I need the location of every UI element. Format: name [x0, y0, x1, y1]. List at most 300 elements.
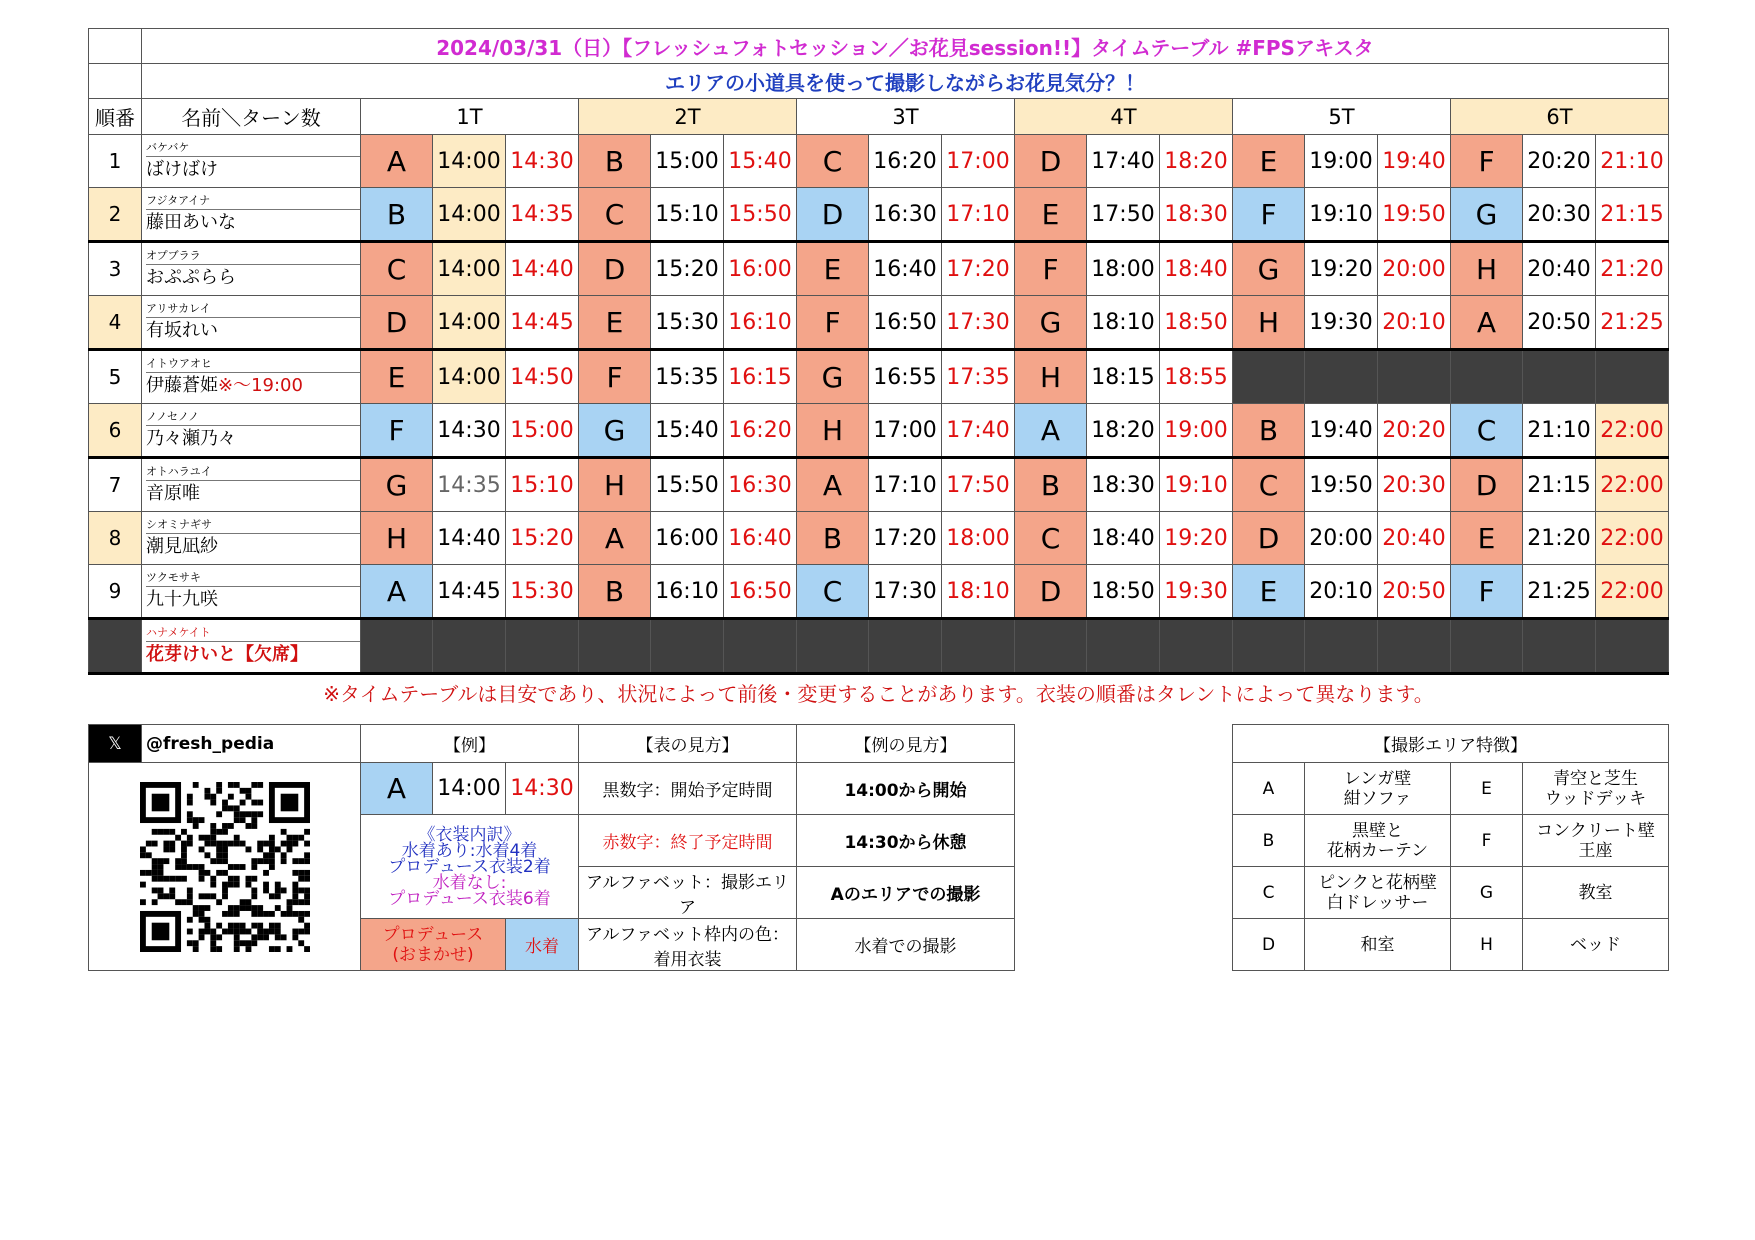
talent-name: 乃々瀬乃々	[146, 427, 236, 449]
end-time: 18:50	[1160, 296, 1233, 350]
start-time: 15:40	[651, 404, 724, 458]
talent-name: 花芽けいと【欠席】	[146, 643, 308, 665]
start-time: 19:50	[1305, 458, 1378, 512]
area-letter: E	[1451, 512, 1523, 565]
area-letter: B	[1233, 404, 1305, 458]
talent-kana: アリサカレイ	[146, 303, 360, 318]
area-letter: F	[1451, 565, 1523, 619]
talent-name-cell	[142, 619, 361, 674]
howto-heading: 【表の見方】	[579, 725, 797, 763]
area-letter: C	[579, 188, 651, 242]
end-time: 14:50	[506, 350, 579, 404]
area-letter: F	[797, 296, 869, 350]
end-time: 22:00	[1596, 565, 1669, 619]
empty-slot	[1523, 350, 1596, 404]
start-time: 18:00	[1087, 242, 1160, 296]
area-row	[1233, 815, 1669, 867]
area-letter: C	[1015, 512, 1087, 565]
area-description	[1305, 763, 1451, 815]
start-time: 21:20	[1523, 512, 1596, 565]
area-letter: E	[797, 242, 869, 296]
start-time: 14:00	[433, 242, 506, 296]
talent-name-cell	[142, 350, 361, 404]
area-code: C	[1233, 867, 1305, 919]
table-row	[89, 242, 1669, 296]
area-letter: C	[1233, 458, 1305, 512]
start-time: 15:10	[651, 188, 724, 242]
empty-slot	[361, 619, 433, 674]
area-letter: G	[361, 458, 433, 512]
end-time: 17:50	[942, 458, 1015, 512]
end-time: 14:45	[506, 296, 579, 350]
turn-header: 2T	[579, 99, 797, 135]
start-time: 14:40	[433, 512, 506, 565]
end-time: 20:30	[1378, 458, 1451, 512]
start-time: 19:00	[1305, 135, 1378, 188]
area-description-line: 黒壁と	[1352, 820, 1403, 841]
empty-slot	[1378, 350, 1451, 404]
qr-code-icon[interactable]	[140, 782, 310, 952]
end-time: 21:10	[1596, 135, 1669, 188]
area-letter: F	[361, 404, 433, 458]
end-time: 17:00	[942, 135, 1015, 188]
empty-slot	[1596, 350, 1669, 404]
area-letter: A	[361, 135, 433, 188]
end-time: 17:40	[942, 404, 1015, 458]
area-row	[1233, 919, 1669, 971]
start-time: 17:40	[1087, 135, 1160, 188]
costume-line: 水着あり:水着4着	[401, 840, 538, 861]
empty-slot	[1160, 619, 1233, 674]
area-letter: D	[361, 296, 433, 350]
start-time: 16:20	[869, 135, 942, 188]
area-letter: D	[579, 242, 651, 296]
area-letter: E	[361, 350, 433, 404]
talent-note: ※～19:00	[218, 374, 303, 396]
area-letter: E	[1015, 188, 1087, 242]
area-description-line: 教室	[1578, 882, 1613, 903]
start-time: 20:20	[1523, 135, 1596, 188]
area-letter: E	[579, 296, 651, 350]
area-letter: F	[1233, 188, 1305, 242]
end-time: 15:40	[724, 135, 797, 188]
area-description	[1523, 763, 1669, 815]
swim-legend: 水着	[506, 919, 579, 971]
end-time: 22:00	[1596, 512, 1669, 565]
area-letter: C	[1451, 404, 1523, 458]
start-time: 17:30	[869, 565, 942, 619]
area-letter: H	[797, 404, 869, 458]
end-time: 16:00	[724, 242, 797, 296]
end-time: 21:25	[1596, 296, 1669, 350]
area-letter: B	[579, 135, 651, 188]
end-time: 16:40	[724, 512, 797, 565]
table-row	[89, 458, 1669, 512]
talent-kana: オプブララ	[146, 250, 360, 265]
empty-slot	[1451, 350, 1523, 404]
start-time: 17:20	[869, 512, 942, 565]
area-letter: H	[579, 458, 651, 512]
talent-kana: ノノセノノ	[146, 411, 360, 426]
end-time: 20:20	[1378, 404, 1451, 458]
area-code: G	[1451, 867, 1523, 919]
end-time: 19:10	[1160, 458, 1233, 512]
empty-slot	[1087, 619, 1160, 674]
qr-code-cell	[89, 763, 361, 971]
costume-title: 《衣装内訳》	[418, 824, 521, 845]
x-handle[interactable]: @fresh_pedia	[142, 725, 361, 763]
area-description-line: 紺ソファ	[1343, 788, 1412, 809]
howto-start: 黒数字：開始予定時間	[579, 763, 797, 815]
area-letter: H	[361, 512, 433, 565]
end-time: 17:20	[942, 242, 1015, 296]
turn-header: 6T	[1451, 99, 1669, 135]
talent-name-cell	[142, 188, 361, 242]
empty-slot	[433, 619, 506, 674]
start-time: 16:50	[869, 296, 942, 350]
area-letter: H	[1233, 296, 1305, 350]
area-description	[1523, 815, 1669, 867]
area-description	[1305, 919, 1451, 971]
empty-slot	[1451, 619, 1523, 674]
start-time: 15:00	[651, 135, 724, 188]
area-row	[1233, 763, 1669, 815]
area-letter: F	[1015, 242, 1087, 296]
talent-name: 潮見凪紗	[146, 535, 218, 557]
empty-slot	[1596, 619, 1669, 674]
end-time: 16:20	[724, 404, 797, 458]
howto-end: 赤数字：終了予定時間	[579, 815, 797, 867]
start-time: 15:35	[651, 350, 724, 404]
example-howto-start: 14:00から開始	[797, 763, 1015, 815]
start-time: 15:20	[651, 242, 724, 296]
area-description-line: 花柄カーテン	[1326, 840, 1429, 861]
end-time: 16:50	[724, 565, 797, 619]
start-time: 20:00	[1305, 512, 1378, 565]
end-time: 19:30	[1160, 565, 1233, 619]
table-row	[89, 512, 1669, 565]
area-letter: G	[1233, 242, 1305, 296]
empty-slot	[1523, 619, 1596, 674]
area-code: D	[1233, 919, 1305, 971]
end-time: 20:50	[1378, 565, 1451, 619]
end-time: 19:20	[1160, 512, 1233, 565]
turn-header: 3T	[797, 99, 1015, 135]
area-letter: C	[797, 565, 869, 619]
area-letter: E	[1233, 565, 1305, 619]
empty-slot	[797, 619, 869, 674]
howto-color: アルファベット枠内の色：着用衣装	[579, 919, 797, 971]
empty-slot	[1305, 619, 1378, 674]
start-time: 15:30	[651, 296, 724, 350]
start-time: 20:30	[1523, 188, 1596, 242]
start-time: 15:50	[651, 458, 724, 512]
start-time: 14:00	[433, 350, 506, 404]
talent-kana: バケバケ	[146, 142, 360, 157]
area-letter: F	[1451, 135, 1523, 188]
end-time: 16:10	[724, 296, 797, 350]
empty-slot	[506, 619, 579, 674]
area-letter: A	[579, 512, 651, 565]
empty-slot	[1015, 619, 1087, 674]
legend-table	[88, 724, 1015, 971]
area-description	[1523, 867, 1669, 919]
area-code: E	[1451, 763, 1523, 815]
end-time: 15:00	[506, 404, 579, 458]
talent-name-cell	[142, 296, 361, 350]
talent-name-cell	[142, 565, 361, 619]
area-letter: F	[579, 350, 651, 404]
start-time: 19:30	[1305, 296, 1378, 350]
start-time: 14:35	[433, 458, 506, 512]
table-row	[89, 188, 1669, 242]
end-time: 15:10	[506, 458, 579, 512]
talent-name-cell	[142, 135, 361, 188]
turn-header: 1T	[361, 99, 579, 135]
start-time: 20:40	[1523, 242, 1596, 296]
corner-cell	[89, 29, 142, 64]
talent-kana: フジタアイナ	[146, 195, 360, 210]
area-letter: A	[1451, 296, 1523, 350]
notice-text: ※タイムテーブルは目安であり、状況によって前後・変更することがあります。衣装の順番はタレントによって異なります。	[323, 681, 1434, 706]
area-description-line: 青空と芝生	[1553, 768, 1638, 789]
talent-name: 音原唯	[146, 482, 200, 504]
end-time: 19:00	[1160, 404, 1233, 458]
area-description	[1305, 815, 1451, 867]
end-time: 18:30	[1160, 188, 1233, 242]
area-description-line: 白ドレッサー	[1326, 892, 1429, 913]
area-letter: D	[1015, 135, 1087, 188]
area-table	[1232, 724, 1669, 971]
end-time: 18:40	[1160, 242, 1233, 296]
area-description-line: ウッドデッキ	[1544, 788, 1647, 809]
end-time: 14:30	[506, 135, 579, 188]
empty-slot	[869, 619, 942, 674]
area-code: F	[1451, 815, 1523, 867]
empty-slot	[651, 619, 724, 674]
costume-breakdown	[361, 815, 579, 919]
howto-area: アルファベット：撮影エリア	[579, 867, 797, 919]
table-row	[89, 619, 1669, 674]
area-description-line: 王座	[1578, 840, 1613, 861]
start-time: 14:00	[433, 188, 506, 242]
start-time: 14:00	[433, 296, 506, 350]
area-code: A	[1233, 763, 1305, 815]
area-description-line: コンクリート壁	[1536, 820, 1655, 841]
end-time: 15:50	[724, 188, 797, 242]
start-time: 14:45	[433, 565, 506, 619]
area-description	[1523, 919, 1669, 971]
end-time: 20:00	[1378, 242, 1451, 296]
row-number: 2	[89, 188, 142, 242]
area-description-line: ピンクと花柄壁	[1318, 872, 1437, 893]
area-letter: A	[797, 458, 869, 512]
header-name: 名前＼ターン数	[142, 99, 361, 135]
end-time: 17:30	[942, 296, 1015, 350]
produce-legend: プロデュース (おまかせ)	[361, 919, 506, 971]
end-time: 18:00	[942, 512, 1015, 565]
talent-name: おぷぷらら	[146, 266, 236, 288]
end-time: 15:30	[506, 565, 579, 619]
start-time: 16:40	[869, 242, 942, 296]
example-howto-heading: 【例の見方】	[797, 725, 1015, 763]
end-time: 18:55	[1160, 350, 1233, 404]
talent-kana: ツクモサキ	[146, 572, 360, 587]
area-letter: D	[1233, 512, 1305, 565]
empty-slot	[1305, 350, 1378, 404]
costume-line: 水着なし:	[432, 872, 507, 893]
talent-name: ばけばけ	[146, 158, 218, 180]
start-time: 19:20	[1305, 242, 1378, 296]
end-time: 21:20	[1596, 242, 1669, 296]
timetable	[88, 28, 1669, 709]
end-time: 14:40	[506, 242, 579, 296]
costume-line: プロデュース衣装6着	[388, 888, 551, 909]
corner-cell	[89, 64, 142, 99]
start-time: 20:50	[1523, 296, 1596, 350]
area-letter: B	[797, 512, 869, 565]
empty-slot	[724, 619, 797, 674]
end-time: 20:40	[1378, 512, 1451, 565]
end-time: 19:40	[1378, 135, 1451, 188]
talent-name: 有坂れい	[146, 319, 218, 341]
table-row	[89, 350, 1669, 404]
start-time: 14:30	[433, 404, 506, 458]
start-time: 17:00	[869, 404, 942, 458]
start-time: 17:10	[869, 458, 942, 512]
area-letter: B	[579, 565, 651, 619]
turn-header: 4T	[1015, 99, 1233, 135]
area-row	[1233, 867, 1669, 919]
table-row	[89, 565, 1669, 619]
area-letter: B	[1015, 458, 1087, 512]
area-code: B	[1233, 815, 1305, 867]
costume-line: プロデュース衣装2着	[388, 856, 551, 877]
example-area: A	[361, 763, 433, 815]
area-letter: B	[361, 188, 433, 242]
area-letter: A	[361, 565, 433, 619]
table-row	[89, 296, 1669, 350]
row-number	[89, 619, 142, 674]
empty-slot	[1378, 619, 1451, 674]
start-time: 18:10	[1087, 296, 1160, 350]
example-end: 14:30	[506, 763, 579, 815]
example-start: 14:00	[433, 763, 506, 815]
page-title: 2024/03/31（日）【フレッシュフォトセッション／お花見session!!】タイムテーブル #FPSアキスタ	[142, 29, 1669, 64]
area-description-line: レンガ壁	[1343, 768, 1412, 789]
page-subtitle: エリアの小道具を使って撮影しながらお花見気分？！	[142, 64, 1669, 99]
end-time: 18:20	[1160, 135, 1233, 188]
row-number: 9	[89, 565, 142, 619]
example-heading: 【例】	[361, 725, 579, 763]
turn-header: 5T	[1233, 99, 1451, 135]
start-time: 18:40	[1087, 512, 1160, 565]
start-time: 19:10	[1305, 188, 1378, 242]
area-letter: C	[361, 242, 433, 296]
end-time: 14:35	[506, 188, 579, 242]
talent-name-cell	[142, 242, 361, 296]
area-heading: 【撮影エリア特徴】	[1233, 725, 1669, 763]
row-number: 5	[89, 350, 142, 404]
area-letter: D	[1015, 565, 1087, 619]
talent-name: 九十九咲	[146, 588, 218, 610]
row-number: 1	[89, 135, 142, 188]
end-time: 22:00	[1596, 404, 1669, 458]
start-time: 16:30	[869, 188, 942, 242]
talent-kana: シオミナギサ	[146, 519, 360, 534]
start-time: 18:20	[1087, 404, 1160, 458]
start-time: 21:15	[1523, 458, 1596, 512]
row-number: 3	[89, 242, 142, 296]
end-time: 19:50	[1378, 188, 1451, 242]
talent-kana: イトウアオヒ	[146, 358, 360, 373]
area-letter: H	[1015, 350, 1087, 404]
talent-name: 藤田あいな	[146, 211, 236, 233]
row-number: 4	[89, 296, 142, 350]
example-howto-area: Aのエリアでの撮影	[797, 867, 1015, 919]
empty-slot	[1233, 350, 1305, 404]
start-time: 18:15	[1087, 350, 1160, 404]
start-time: 16:55	[869, 350, 942, 404]
empty-slot	[579, 619, 651, 674]
area-code: H	[1451, 919, 1523, 971]
empty-slot	[1233, 619, 1305, 674]
end-time: 17:10	[942, 188, 1015, 242]
area-letter: D	[1451, 458, 1523, 512]
row-number: 8	[89, 512, 142, 565]
area-letter: G	[1451, 188, 1523, 242]
x-logo-icon: 𝕏	[89, 725, 142, 763]
start-time: 17:50	[1087, 188, 1160, 242]
end-time: 16:30	[724, 458, 797, 512]
area-description-line: ベッド	[1570, 934, 1621, 955]
talent-name: 伊藤蒼姫	[146, 374, 218, 396]
area-description	[1305, 867, 1451, 919]
example-howto-end: 14:30から休憩	[797, 815, 1015, 867]
talent-name-cell	[142, 512, 361, 565]
talent-kana: オトハラユイ	[146, 466, 360, 481]
start-time: 18:50	[1087, 565, 1160, 619]
area-letter: G	[579, 404, 651, 458]
start-time: 20:10	[1305, 565, 1378, 619]
area-letter: G	[1015, 296, 1087, 350]
end-time: 17:35	[942, 350, 1015, 404]
row-number: 6	[89, 404, 142, 458]
area-letter: A	[1015, 404, 1087, 458]
area-description-line: 和室	[1360, 934, 1395, 955]
area-letter: C	[797, 135, 869, 188]
example-howto-color: 水着での撮影	[797, 919, 1015, 971]
area-letter: E	[1233, 135, 1305, 188]
talent-kana: ハナメケイト	[146, 627, 360, 642]
table-row	[89, 135, 1669, 188]
start-time: 21:10	[1523, 404, 1596, 458]
end-time: 22:00	[1596, 458, 1669, 512]
start-time: 14:00	[433, 135, 506, 188]
area-letter: D	[797, 188, 869, 242]
start-time: 16:10	[651, 565, 724, 619]
start-time: 21:25	[1523, 565, 1596, 619]
header-number: 順番	[89, 99, 142, 135]
start-time: 18:30	[1087, 458, 1160, 512]
area-letter: H	[1451, 242, 1523, 296]
end-time: 15:20	[506, 512, 579, 565]
table-row	[89, 404, 1669, 458]
row-number: 7	[89, 458, 142, 512]
talent-name-cell	[142, 458, 361, 512]
empty-slot	[942, 619, 1015, 674]
end-time: 16:15	[724, 350, 797, 404]
